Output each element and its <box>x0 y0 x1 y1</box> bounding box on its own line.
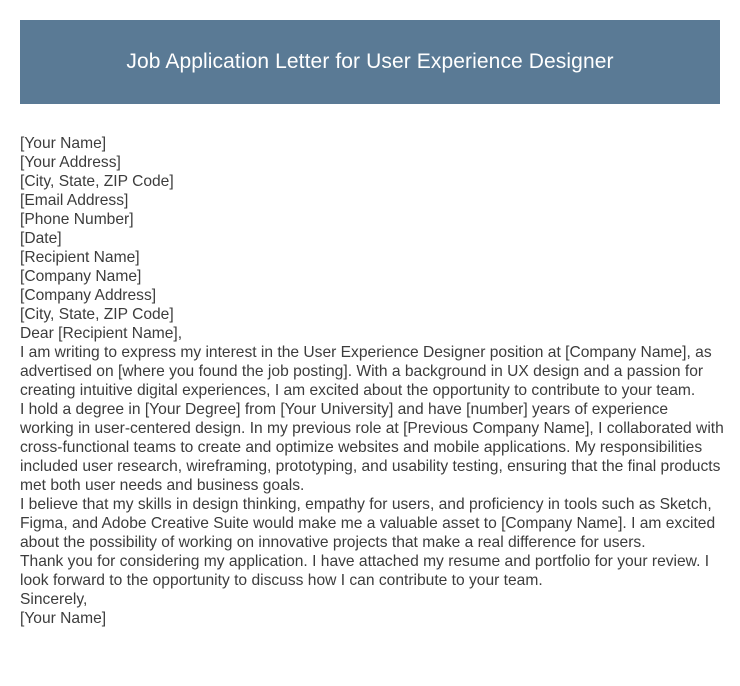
sender-address: [Your Address] <box>20 154 121 171</box>
sender-email: [Email Address] <box>20 192 129 209</box>
sender-name: [Your Name] <box>20 135 107 152</box>
letter-date: [Date] <box>20 230 62 247</box>
recipient-name: [Recipient Name] <box>20 249 140 266</box>
recipient-address: [Company Address] <box>20 287 157 304</box>
salutation: Dear [Recipient Name], <box>20 325 183 342</box>
page-title: Job Application Letter for User Experience Designer <box>126 50 614 73</box>
paragraph-experience: I hold a degree in [Your Degree] from [Your University] and have [number] years of experience working in user-centered design. In my previous role at [Previous Company Name], I collaborated with cross-functional teams to create and optimize websites and mobile applications. My responsibilities included user research, wireframing, prototyping, and usability testing, ensuring that the final products met both user needs and business goals. <box>20 401 724 494</box>
letter-body <box>20 134 724 628</box>
recipient-city: [City, State, ZIP Code] <box>20 306 174 323</box>
sender-phone: [Phone Number] <box>20 211 134 228</box>
closing: Sincerely, <box>20 591 88 608</box>
paragraph-skills: I believe that my skills in design thinking, empathy for users, and proficiency in tools such as Sketch, Figma, and Adobe Creative Suite would make me a valuable asset to [Company Name]. I am excited about the possibility of working on innovative projects that make a real difference for users. <box>20 496 716 551</box>
paragraph-closing: Thank you for considering my application. I have attached my resume and portfolio for your review. I look forward to the opportunity to discuss how I can contribute to your team. <box>20 553 710 589</box>
sender-city: [City, State, ZIP Code] <box>20 173 174 190</box>
paragraph-intro: I am writing to express my interest in the User Experience Designer position at [Company Name], as advertised on [where you found the job posting]. With a background in UX design and a passion for creating intuitive digital experiences, I am excited about the opportunity to contribute to your team. <box>20 344 712 399</box>
recipient-company: [Company Name] <box>20 268 142 285</box>
title-banner <box>20 20 720 104</box>
signature: [Your Name] <box>20 610 107 627</box>
